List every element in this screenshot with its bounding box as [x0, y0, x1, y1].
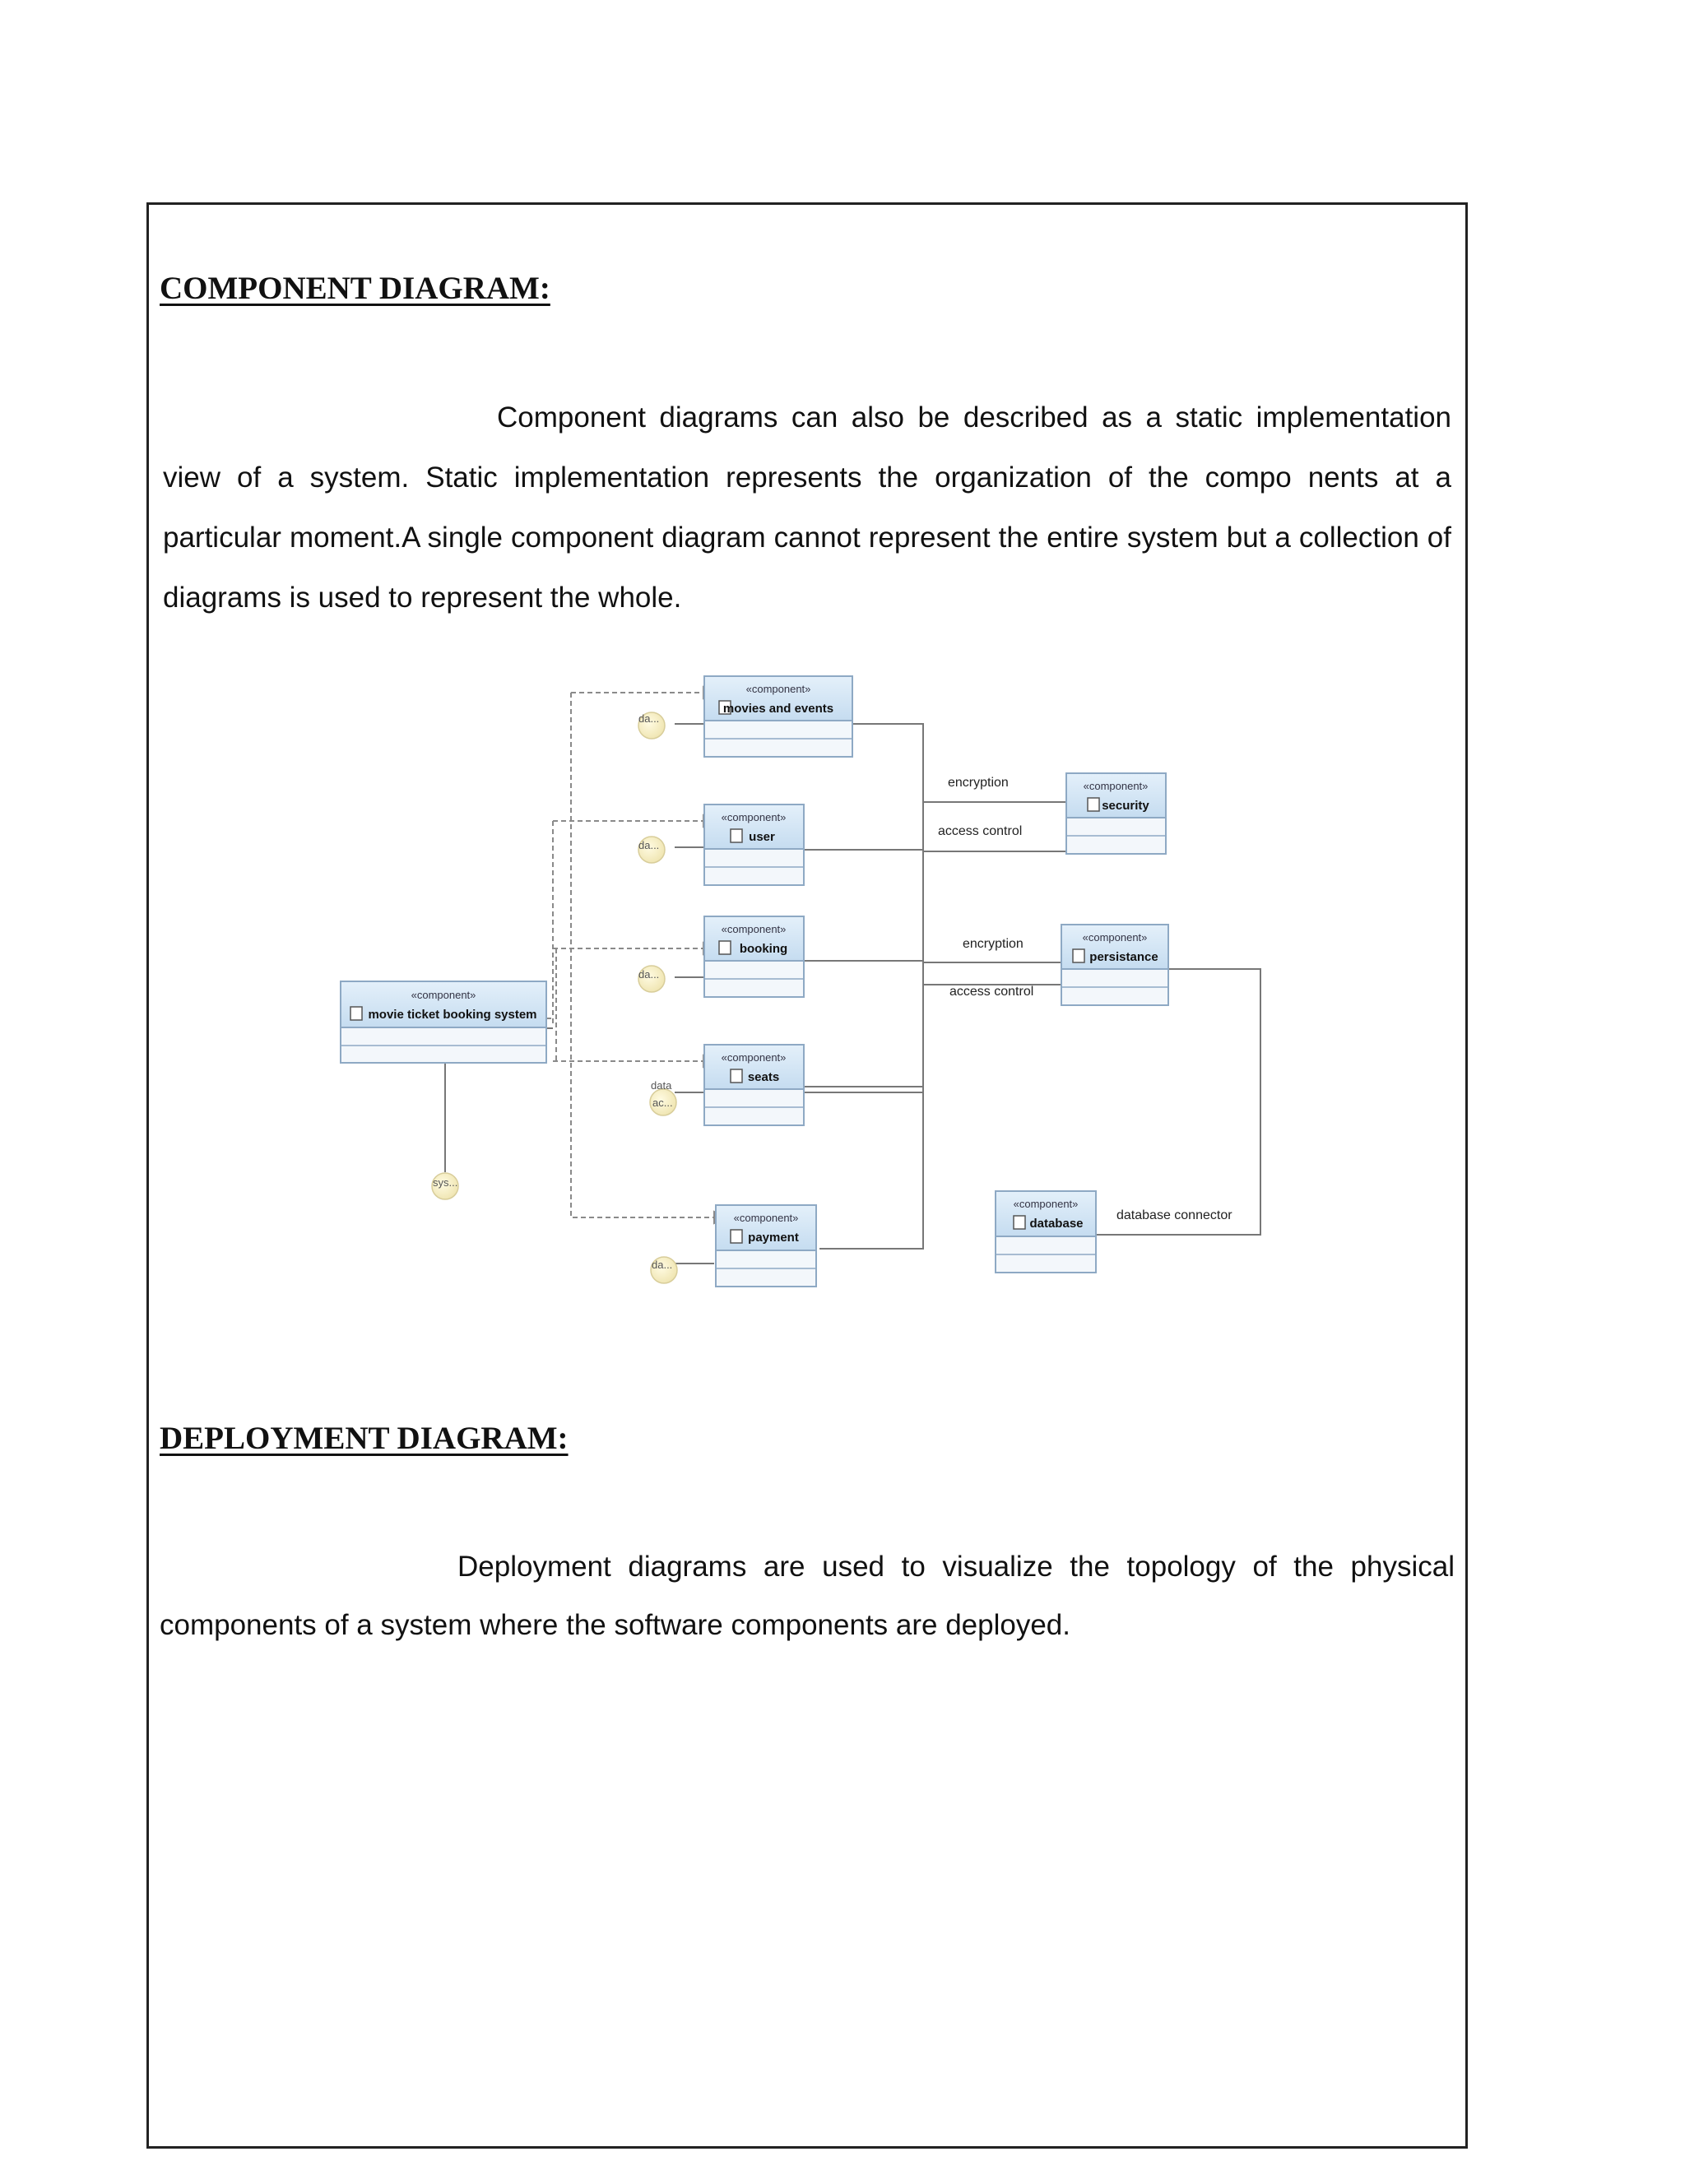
- component-movies-and-events: [704, 676, 852, 757]
- component-seats: [704, 1045, 804, 1125]
- component-icon: [731, 1230, 742, 1243]
- interface-label: data: [651, 1079, 672, 1092]
- deployment-diagram-heading: DEPLOYMENT DIAGRAM:: [160, 1421, 569, 1456]
- component-icon: [719, 941, 731, 954]
- access-control-label: access control: [938, 824, 1023, 838]
- component-security: [1066, 773, 1166, 854]
- stereotype-label: «component»: [411, 989, 476, 1001]
- component-icon: [731, 829, 742, 842]
- deployment-diagram-paragraph: [160, 1537, 1455, 1654]
- component-user: [704, 805, 804, 885]
- component-name: user: [749, 830, 775, 844]
- stereotype-label: «component»: [721, 1051, 787, 1064]
- component-icon: [350, 1007, 362, 1020]
- component-name: seats: [747, 1070, 780, 1084]
- encryption-label: encryption: [948, 776, 1009, 790]
- component-name: booking: [739, 942, 788, 956]
- stereotype-label: «component»: [1013, 1198, 1079, 1210]
- component-name: movies and events: [722, 702, 834, 716]
- interface-label: sys...: [433, 1176, 458, 1189]
- stereotype-label: «component»: [1083, 780, 1149, 792]
- component-diagram-heading: COMPONENT DIAGRAM:: [160, 271, 550, 306]
- database-connector-label: database connector: [1116, 1208, 1232, 1222]
- dependency-lines: [546, 693, 714, 1217]
- access-control-label: access control: [949, 985, 1034, 999]
- component-paragraph-text: Component diagrams can also be described as a static implementation view of a system. Static implementation represents the organization of the compo nents at a particular moment.A single component diagram cannot represent the entire system but a collection of diagrams is used to represent the whole.: [163, 401, 1451, 614]
- component-name: database: [1029, 1217, 1084, 1231]
- interface-label: ac...: [652, 1097, 673, 1109]
- component-icon: [1073, 949, 1084, 962]
- component-persistance: [1061, 925, 1168, 1005]
- stereotype-label: «component»: [745, 683, 811, 695]
- interface-label: da...: [638, 839, 660, 851]
- component-database: [996, 1191, 1096, 1273]
- component-movie-ticket-booking-system: [341, 981, 546, 1063]
- component-name: persistance: [1089, 950, 1158, 964]
- component-name: security: [1102, 799, 1149, 813]
- encryption-label: encryption: [963, 937, 1024, 951]
- component-name: movie ticket booking system: [368, 1008, 537, 1022]
- component-icon: [731, 1069, 742, 1083]
- stereotype-label: «component»: [1082, 931, 1148, 944]
- deployment-paragraph-line-1: Deployment diagrams are used to visualize the topology of the physical: [457, 1551, 1455, 1583]
- component-payment: [716, 1205, 816, 1287]
- interface-label: da...: [638, 968, 660, 981]
- interface-label: da...: [638, 712, 660, 725]
- component-name: payment: [748, 1231, 799, 1245]
- stereotype-label: «component»: [721, 923, 787, 935]
- interface-label: da...: [652, 1259, 673, 1271]
- stereotype-label: «component»: [733, 1212, 799, 1224]
- stereotype-label: «component»: [721, 811, 787, 823]
- component-booking: [704, 916, 804, 997]
- deployment-paragraph-line-2: components of a system where the software components are deployed.: [160, 1609, 1070, 1641]
- component-icon: [1014, 1216, 1025, 1229]
- component-icon: [1088, 798, 1099, 811]
